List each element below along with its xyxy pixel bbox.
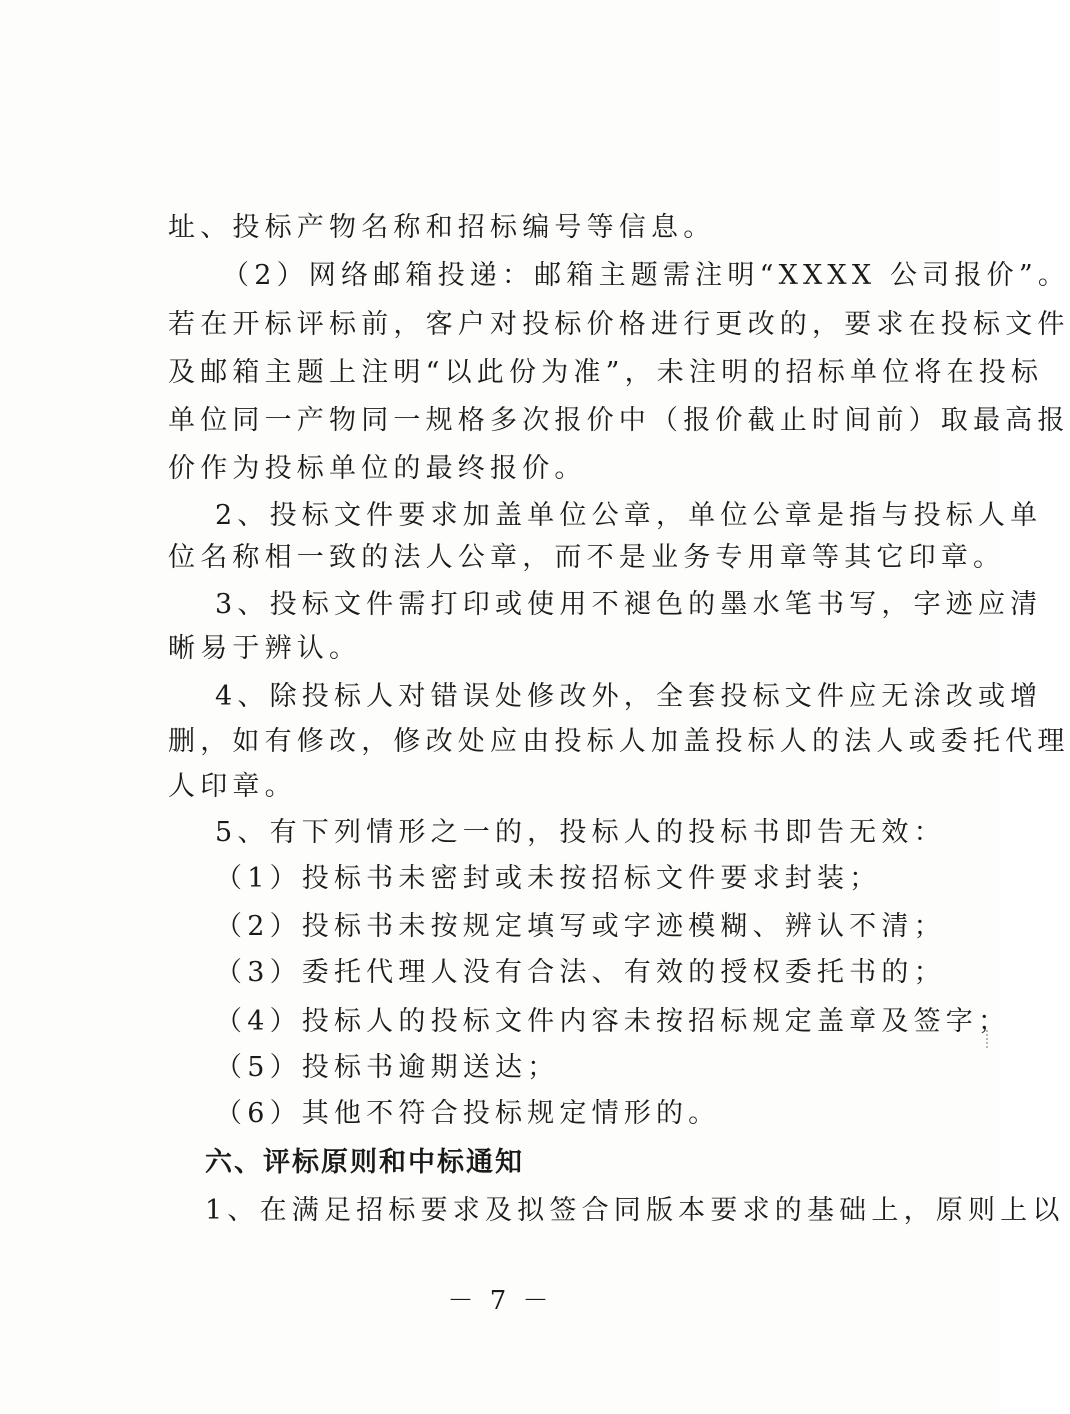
text-line: （2）投标书未按规定填写或字迹模糊、辨认不清；: [215, 911, 946, 942]
text-line: 位名称相一致的法人公章，而不是业务专用章等其它印章。: [168, 542, 1006, 573]
text-line: （4）投标人的投标文件内容未按招标规定盖章及签字；: [215, 1006, 1011, 1037]
text-line: 3、投标文件需打印或使用不褪色的墨水笔书写，字迹应清: [215, 589, 1043, 620]
section-heading: 六、评标原则和中标通知: [205, 1147, 524, 1178]
text-line: （6）其他不符合投标规定情形的。: [215, 1098, 721, 1129]
text-line: 址、投标产物名称和招标编号等信息。: [168, 212, 716, 243]
scan-artifact: [986, 1030, 992, 1048]
text-line: （2）网络邮箱投递：邮箱主题需注明“XXXX 公司报价”。: [222, 260, 1070, 291]
text-line: 及邮箱主题上注明“以此份为准”，未注明的招标单位将在投标: [168, 357, 1044, 388]
text-line: 删，如有修改，修改处应由投标人加盖投标人的法人或委托代理: [168, 726, 1070, 757]
text-line: 价作为投标单位的最终报价。: [168, 453, 587, 484]
text-line: 晰易于辨认。: [168, 633, 362, 664]
text-line: 若在开标评标前，客户对投标价格进行更改的，要求在投标文件: [168, 309, 1070, 340]
text-line: 5、有下列情形之一的，投标人的投标书即告无效：: [215, 817, 946, 848]
text-line: 4、除投标人对错误处修改外，全套投标文件应无涂改或增: [215, 681, 1043, 712]
page-number: － 7 －: [447, 1286, 553, 1316]
text-line: 1、在满足招标要求及拟签合同版本要求的基础上，原则上以: [205, 1195, 1065, 1226]
text-line: 2、投标文件要求加盖单位公章，单位公章是指与投标人单: [215, 500, 1043, 531]
text-line: 人印章。: [168, 771, 297, 802]
text-line: 单位同一产物同一规格多次报价中（报价截止时间前）取最高报: [168, 405, 1070, 436]
text-line: （3）委托代理人没有合法、有效的授权委托书的；: [215, 957, 946, 988]
text-line: （5）投标书逾期送达；: [215, 1052, 560, 1083]
text-line: （1）投标书未密封或未按招标文件要求封装；: [215, 863, 882, 894]
